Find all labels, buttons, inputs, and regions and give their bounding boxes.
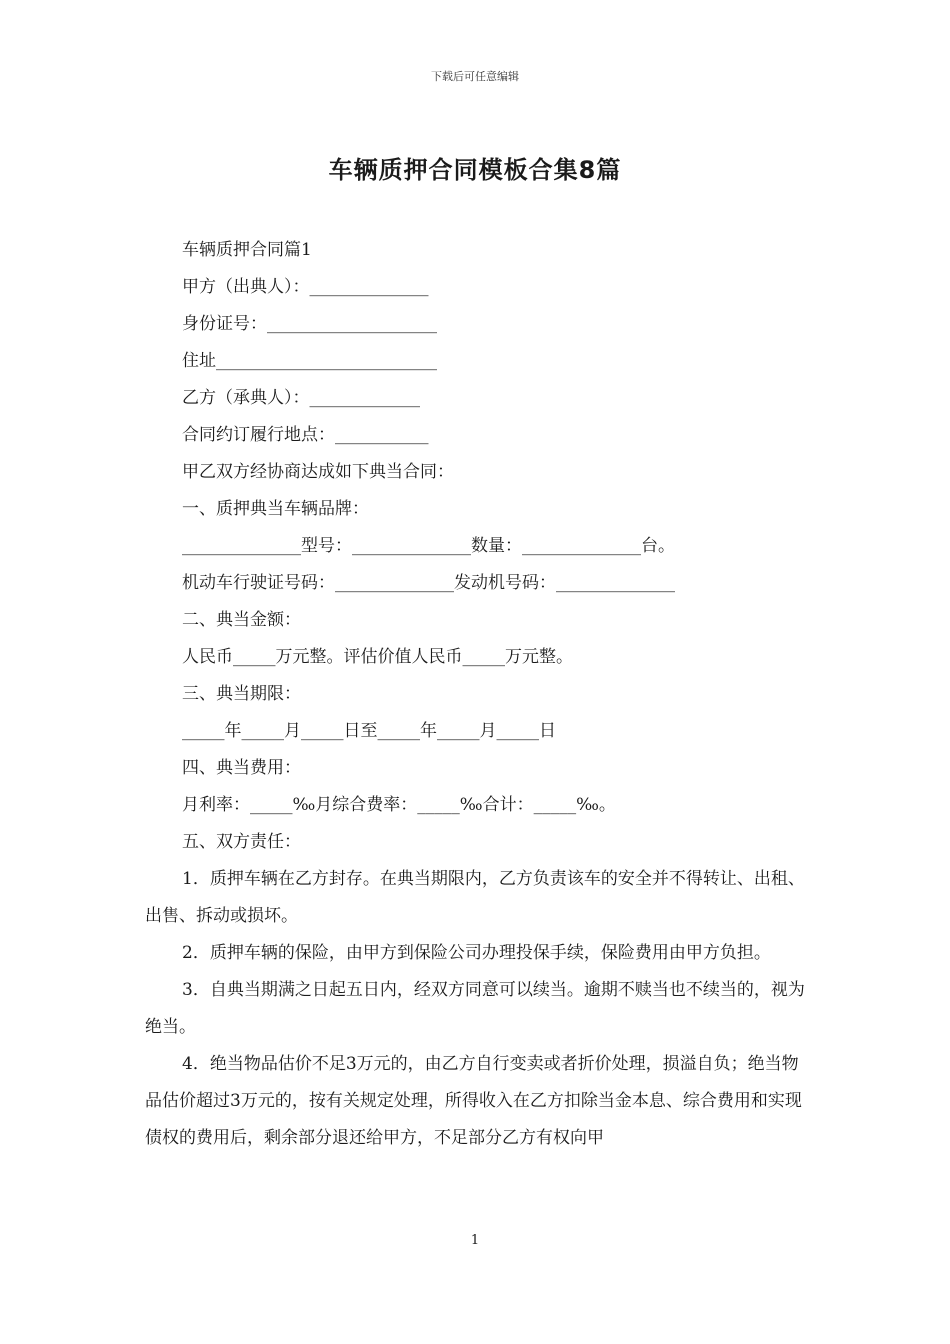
- id-number-field: 身份证号：____________________: [182, 314, 437, 334]
- term-date-fields: _____年_____月_____日至_____年_____月_____日: [182, 721, 556, 741]
- clause-3-heading: 三、典当期限：: [182, 684, 301, 704]
- responsibility-paragraph: 2．质押车辆的保险，由甲方到保险公司办理投保手续，保险费用由甲方负担。: [182, 943, 771, 963]
- clause-1-heading: 一、质押典当车辆品牌：: [182, 499, 369, 519]
- vehicle-model-fields: ______________型号：______________数量：______________台。: [182, 536, 675, 556]
- license-engine-fields: 机动车行驶证号码：______________发动机号码：______________: [182, 573, 675, 593]
- document-body: [145, 232, 815, 1157]
- page-number: 1: [470, 1233, 480, 1248]
- address-field: 住址__________________________: [182, 351, 437, 371]
- section-heading: 车辆质押合同篇1: [182, 240, 312, 260]
- responsibility-paragraph: 4．绝当物品估价不足3万元的，由乙方自行变卖或者折价处理，损溢自负；绝当物品估价超过3万元的，按有关规定处理，所得收入在乙方扣除当金本息、综合费用和实现债权的费用后，剩余部分退还给甲方，不足部分乙方有权向甲: [145, 1054, 802, 1148]
- clause-2-heading: 二、典当金额：: [182, 610, 301, 630]
- document-title: 车辆质押合同模板合集8篇: [328, 156, 622, 184]
- clause-5-heading: 五、双方责任：: [182, 832, 301, 852]
- party-b-field: 乙方（承典人）：_____________: [182, 388, 420, 408]
- amount-fields: 人民币_____万元整。评估价值人民币_____万元整。: [182, 647, 573, 667]
- fee-rate-fields: 月利率：_____‰月综合费率：_____‰合计：_____‰。: [182, 795, 616, 815]
- agreement-intro: 甲乙双方经协商达成如下典当合同：: [182, 462, 454, 482]
- party-a-field: 甲方（出典人）：______________: [182, 277, 429, 297]
- header-note: 下载后可任意编辑: [431, 70, 519, 83]
- clause-4-heading: 四、典当费用：: [182, 758, 301, 778]
- responsibility-paragraph: 3．自典当期满之日起五日内，经双方同意可以续当。逾期不赎当也不续当的，视为绝当。: [145, 980, 805, 1037]
- responsibility-paragraph: 1．质押车辆在乙方封存。在典当期限内，乙方负责该车的安全并不得转让、出租、出售、拆动或损坏。: [145, 869, 805, 926]
- location-field: 合同约订履行地点：___________: [182, 425, 429, 445]
